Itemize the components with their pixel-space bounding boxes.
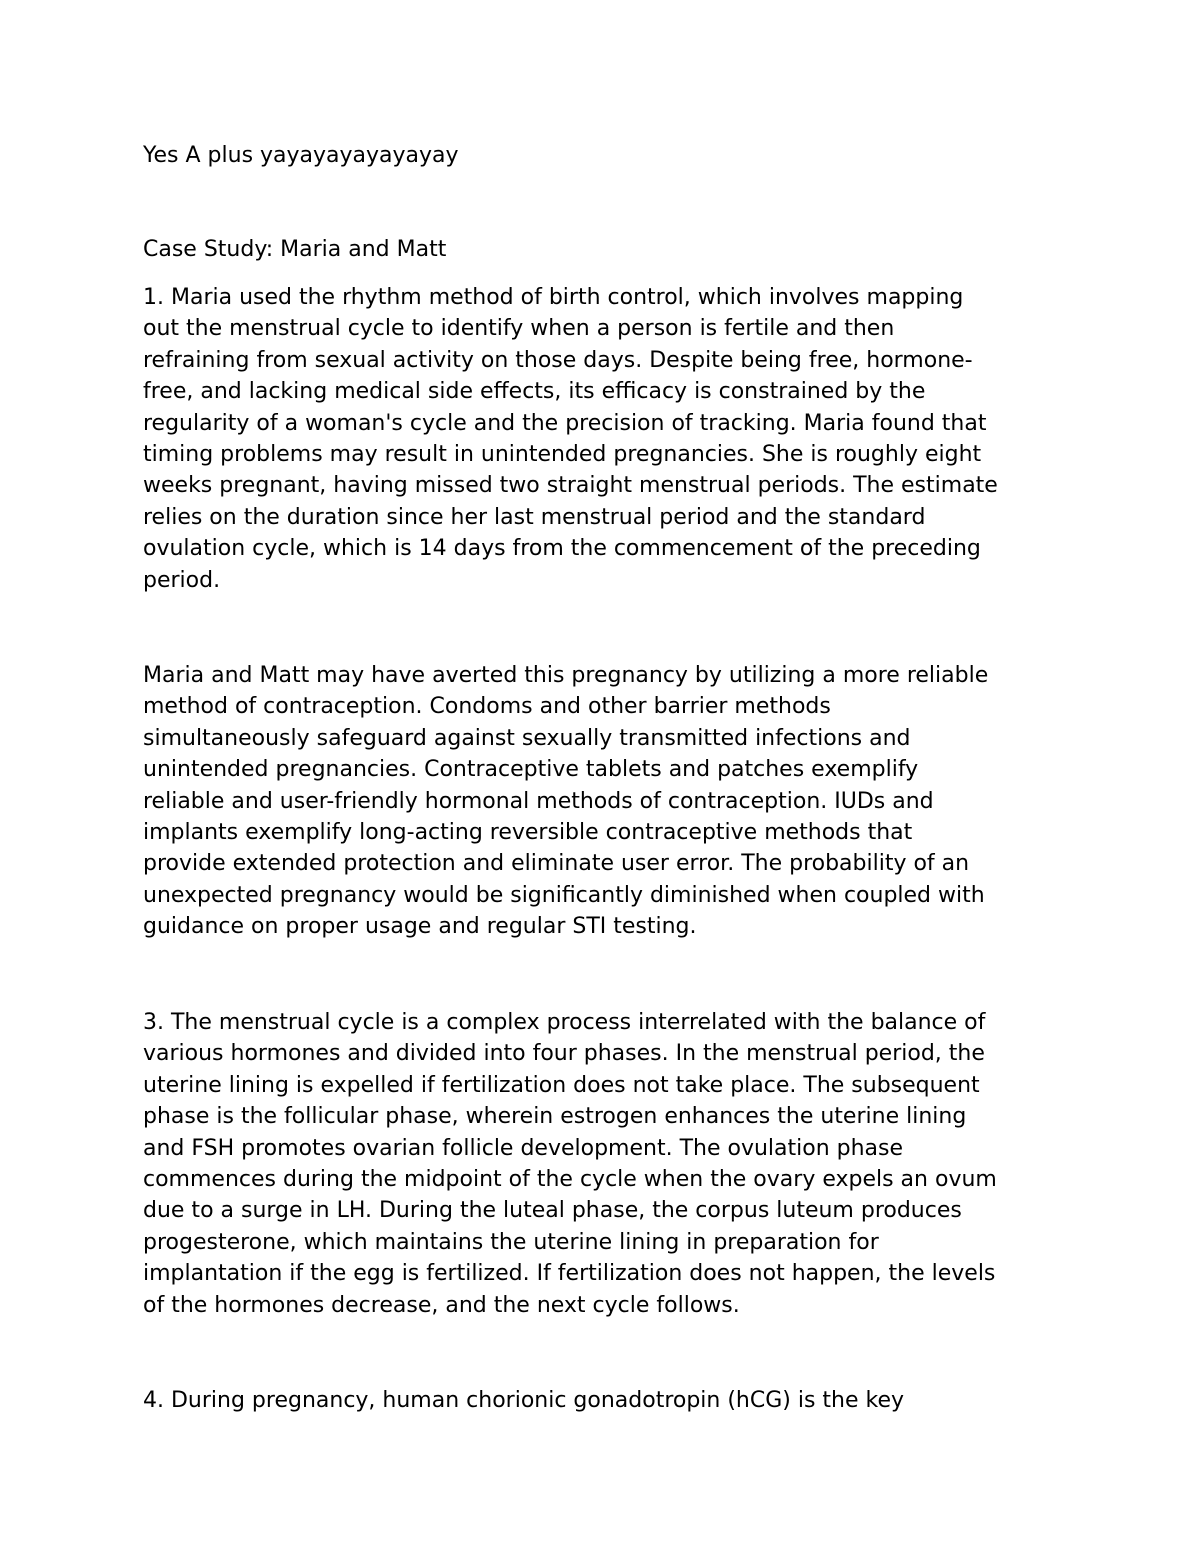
paragraph-1-line: weeks pregnant, having missed two straight menstrual periods. The estimate xyxy=(143,473,998,499)
paragraph-1-line: free, and lacking medical side effects, its efficacy is constrained by the xyxy=(143,379,926,405)
paragraph-3 xyxy=(143,1007,997,1321)
case-study-title: Case Study: Maria and Matt xyxy=(143,237,447,262)
paragraph-1-line: refraining from sexual activity on those days. Despite being free, hormone- xyxy=(143,347,973,373)
paragraph-2-line: provide extended protection and eliminate user error. The probability of an xyxy=(143,851,970,877)
intro-line: Yes A plus yayayayayayayay xyxy=(143,143,459,168)
paragraph-1-line: 1. Maria used the rhythm method of birth control, which involves mapping xyxy=(143,285,964,310)
paragraph-3-line: due to a surge in LH. During the luteal phase, the corpus luteum produces xyxy=(143,1198,962,1224)
paragraph-3-line: phase is the follicular phase, wherein estrogen enhances the uterine lining xyxy=(143,1104,967,1130)
paragraph-1 xyxy=(143,282,998,596)
paragraph-3-line: implantation if the egg is fertilized. If fertilization does not happen, the levels xyxy=(143,1261,996,1287)
paragraph-2-line: simultaneously safeguard against sexually transmitted infections and xyxy=(143,725,911,751)
paragraph-2-line: unintended pregnancies. Contraceptive tablets and patches exemplify xyxy=(143,757,919,783)
paragraph-3-line: of the hormones decrease, and the next cycle follows. xyxy=(143,1292,740,1318)
paragraph-2-line: unexpected pregnancy would be significantly diminished when coupled with xyxy=(143,882,985,908)
paragraph-2-line: Maria and Matt may have averted this pregnancy by utilizing a more reliable xyxy=(143,663,989,688)
paragraph-1-line: period. xyxy=(143,567,221,593)
paragraph-2-line: method of contraception. Condoms and other barrier methods xyxy=(143,694,831,720)
paragraph-1-line: timing problems may result in unintended pregnancies. She is roughly eight xyxy=(143,442,982,468)
paragraph-2-line: reliable and user-friendly hormonal methods of contraception. IUDs and xyxy=(143,788,934,814)
paragraph-4 xyxy=(143,1385,904,1416)
paragraph-1-line: out the menstrual cycle to identify when a person is fertile and then xyxy=(143,316,895,342)
paragraph-2-line: implants exemplify long-acting reversible contraceptive methods that xyxy=(143,820,913,846)
paragraph-2 xyxy=(143,660,988,943)
paragraph-1-line: regularity of a woman's cycle and the precision of tracking. Maria found that xyxy=(143,410,987,436)
paragraph-3-line: various hormones and divided into four phases. In the menstrual period, the xyxy=(143,1041,985,1067)
paragraph-3-line: uterine lining is expelled if fertilization does not take place. The subsequent xyxy=(143,1072,980,1098)
paragraph-1-line: ovulation cycle, which is 14 days from the commencement of the preceding xyxy=(143,536,981,562)
paragraph-3-line: 3. The menstrual cycle is a complex process interrelated with the balance of xyxy=(143,1010,986,1035)
paragraph-4-line: 4. During pregnancy, human chorionic gonadotropin (hCG) is the key xyxy=(143,1388,905,1413)
paragraph-3-line: progesterone, which maintains the uterine lining in preparation for xyxy=(143,1229,879,1255)
paragraph-3-line: and FSH promotes ovarian follicle development. The ovulation phase xyxy=(143,1135,904,1161)
paragraph-3-line: commences during the midpoint of the cycle when the ovary expels an ovum xyxy=(143,1167,997,1193)
paragraph-1-line: relies on the duration since her last menstrual period and the standard xyxy=(143,504,926,530)
paragraph-2-line: guidance on proper usage and regular STI testing. xyxy=(143,914,697,940)
